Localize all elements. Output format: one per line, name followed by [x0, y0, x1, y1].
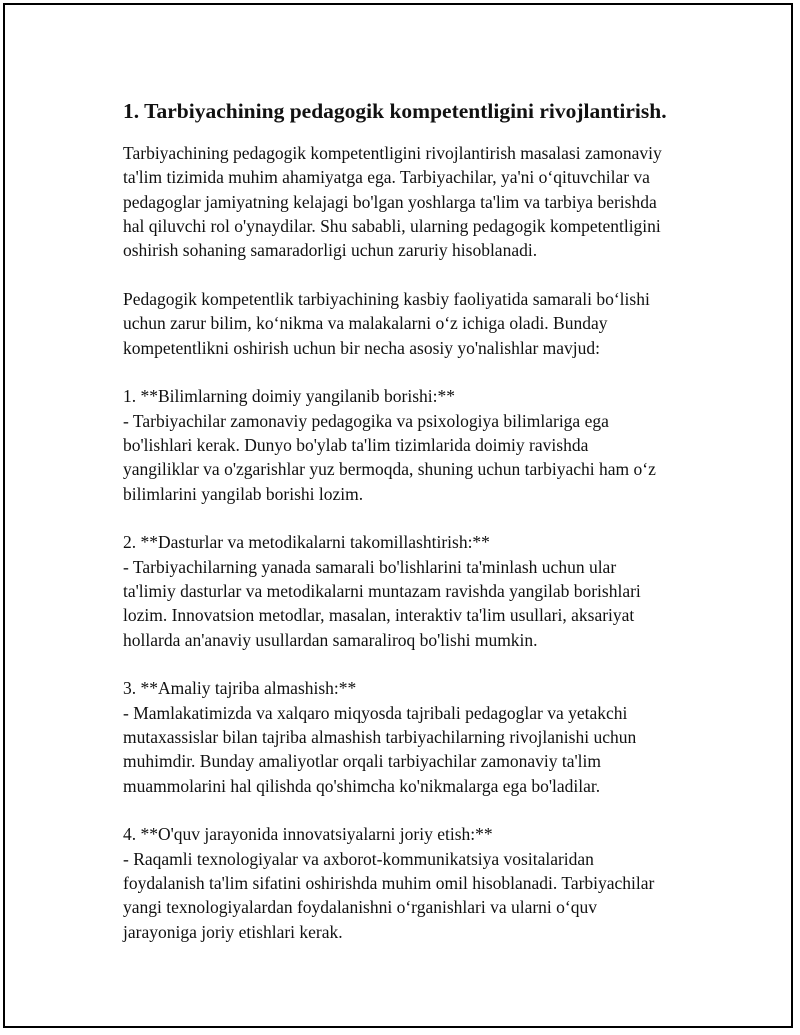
document-title: 1. Tarbiyachining pedagogik kompetentligini rivojlantirish.: [123, 99, 667, 123]
list-item-programs-methods: 2. **Dasturlar va metodikalarni takomillashtirish:** - Tarbiyachilarning yanada samarali bo'lishlarini ta'minlash uchun ular ta'limiy dasturlar va metodikalarni muntazam ravishda yangilab borishlari lozim. Innovatsion metodlar, masalan, interaktiv ta'lim usullari, aksariyat hollarda an'anaviy usullardan samaraliroq bo'lishi mumkin.: [123, 532, 641, 650]
paragraph-competence: Pedagogik kompetentlik tarbiyachining kasbiy faoliyatida samarali bo‘lishi uchun zarur bilim, ko‘nikma va malakalarni o‘z ichiga oladi. Bunday kompetentlikni oshirish uchun bir necha asosiy yo'nalishlar mavjud:: [123, 288, 650, 358]
page-frame: [3, 3, 793, 1028]
paragraph-intro: Tarbiyachining pedagogik kompetentligini rivojlantirish masalasi zamonaviy ta'lim tizimida muhim ahamiyatga ega. Tarbiyachilar, ya'ni o‘qituvchilar va pedagoglar jamiyatning kelajagi bo'lgan yoshlarga ta'lim va tarbiya berishda hal qiluvchi rol o'ynaydilar. Shu sababli, ularning pedagogik kompetentligini oshirish sohaning samaradorligi uchun zaruriy hisoblanadi.: [123, 143, 662, 261]
document-body: [123, 97, 693, 944]
list-item-experience-exchange: 3. **Amaliy tajriba almashish:** - Mamlakatimizda va xalqaro miqyosda tajribali pedagoglar va yetakchi mutaxassislar bilan tajriba almashish tarbiyachilarning rivojlanishi uchun muhimdir. Bunday amaliyotlar orqali tarbiyachilar zamonaviy ta'lim muammolarini hal qilishda qo'shimcha ko'nikmalarga ega bo'ladilar.: [123, 678, 637, 796]
list-item-knowledge-update: 1. **Bilimlarning doimiy yangilanib borishi:** - Tarbiyachilar zamonaviy pedagogika va psixologiya bilimlariga ega bo'lishlari kerak. Dunyo bo'ylab ta'lim tizimlarida doimiy ravishda yangiliklar va o'zgarishlar yuz bermoqda, shuning uchun tarbiyachi ham o‘z bilimlarini yangilab borishi lozim.: [123, 386, 656, 504]
list-item-innovations: 4. **O'quv jarayonida innovatsiyalarni joriy etish:** - Raqamli texnologiyalar va axborot-kommunikatsiya vositalaridan foydalanish ta'lim sifatini oshirishda muhim omil hisoblanadi. Tarbiyachilar yangi texnologiyalardan foydalanishni o‘rganishlari va ularni o‘quv jarayoniga joriy etishlari kerak.: [123, 824, 655, 942]
